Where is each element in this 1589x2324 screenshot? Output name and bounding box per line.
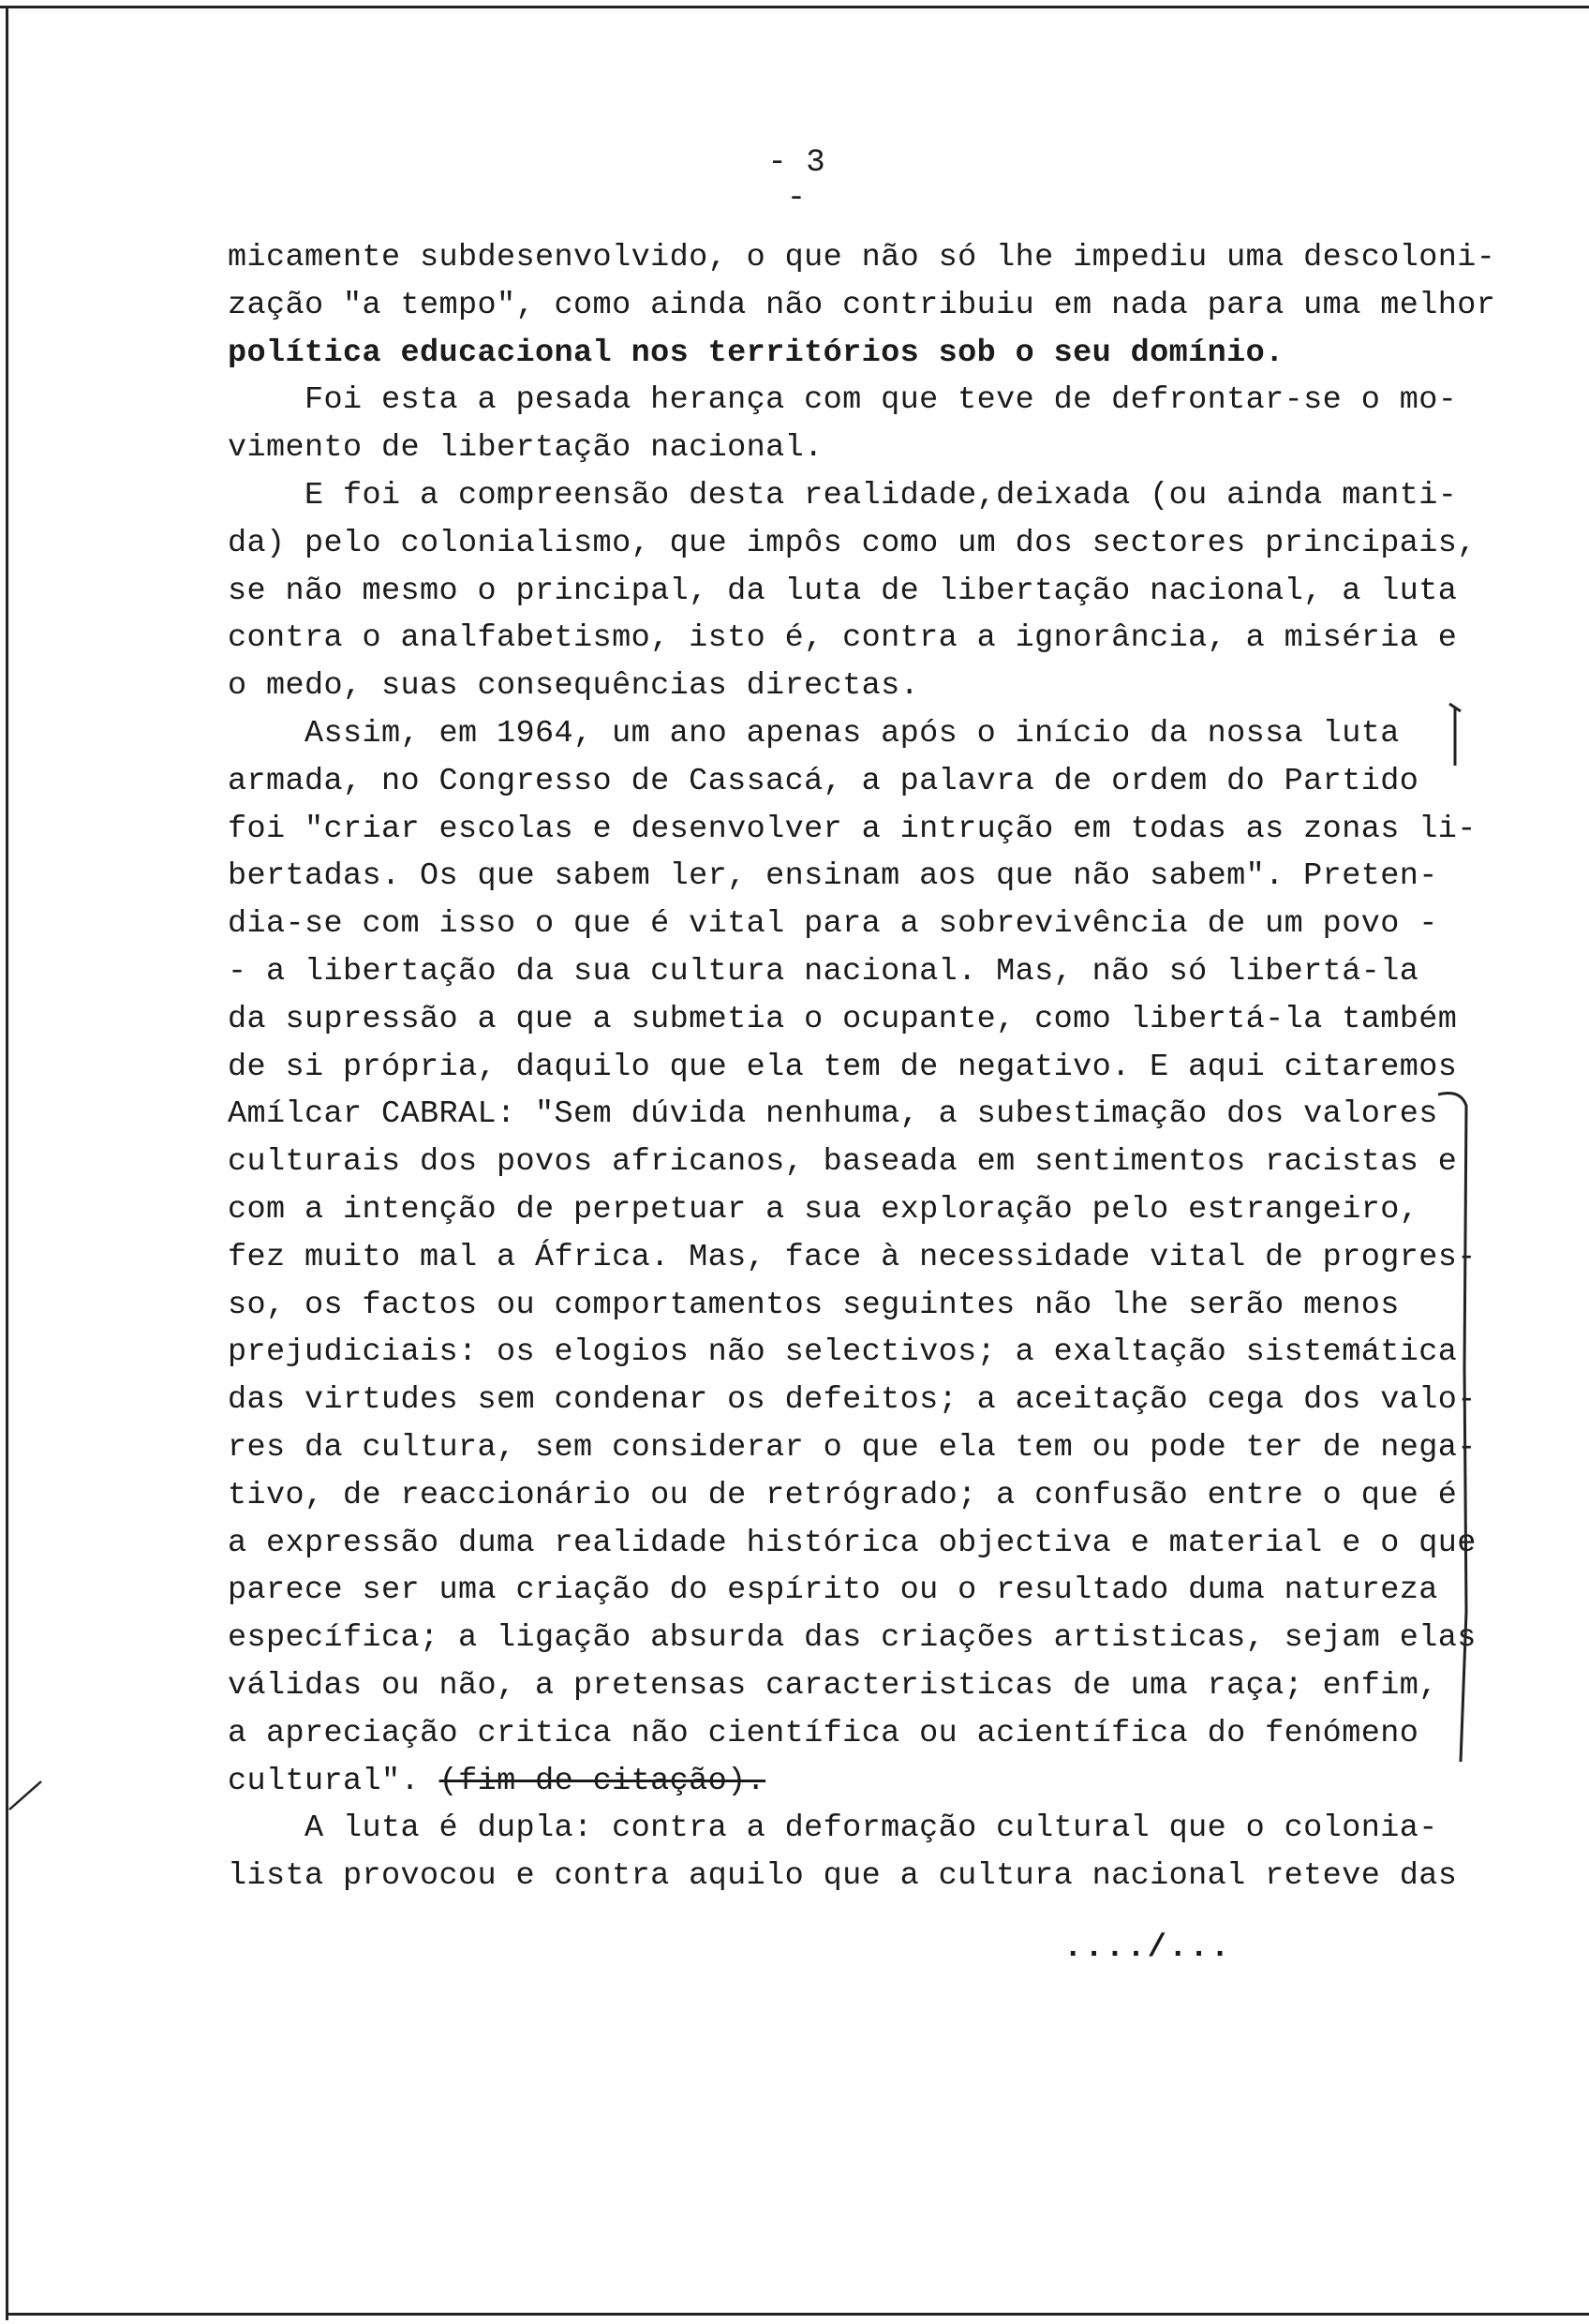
text-line: vimento de libertação nacional. [228,430,824,467]
text-line: se não mesmo o principal, da luta de libertação nacional, a luta [228,573,1458,609]
text-line: zação "a tempo", como ainda não contribuiu em nada para uma melhor [228,287,1496,323]
text-line: armada, no Congresso de Cassacá, a palavra de ordem do Partido [228,763,1419,799]
text-line: A luta é dupla: contra a deformação cultural que o colonia- [228,1810,1438,1847]
text-line: Amílcar CABRAL: "Sem dúvida nenhuma, a subestimação dos valores [228,1096,1438,1133]
text-line: dia-se com isso o que é vital para a sobrevivência de um povo - [228,906,1438,943]
text-line: lista provocou e contra aquilo que a cultura nacional reteve das [228,1858,1458,1895]
text-line: contra o analfabetismo, isto é, contra a ignorância, a miséria e [228,620,1458,657]
scan-edge-left [6,6,8,2320]
text-line: a apreciação critica não científica ou acientífica do fenómeno [228,1715,1419,1751]
text-line: res da cultura, sem considerar o que ela tem ou pode ter de nega- [228,1429,1477,1466]
text-line: - a libertação da sua cultura nacional. Mas, não só libertá-la [228,953,1419,990]
text-line: com a intenção de perpetuar a sua exploração pelo estrangeiro, [228,1191,1419,1228]
text-line: da) pelo colonialismo, que impôs como um dos sectores principais, [228,525,1477,561]
text-line: prejudiciais: os elogios não selectivos; a exaltação sistemática [228,1334,1458,1371]
text-line: a expressão duma realidade histórica objectiva e material e o que [228,1525,1477,1561]
handwritten-bracket-icon [1438,1087,1476,1771]
body-text [228,234,1496,1900]
page-number: - 3 - [767,145,825,216]
text-line: E foi a compreensão desta realidade,deixada (ou ainda manti- [228,477,1458,514]
text-line: culturais dos povos africanos, baseada em sentimentos racistas e [228,1144,1458,1181]
text-line: Assim, em 1964, um ano apenas após o início da nossa luta [228,715,1400,752]
text-line: bertadas. Os que sabem ler, ensinam aos que não sabem". Preten- [228,858,1438,895]
text-line: so, os factos ou comportamentos seguintes não lhe serão menos [228,1287,1400,1323]
continuation-marker: ..../... [1063,1930,1232,1966]
text-line: da supressão a que a submetia o ocupante, como libertá-la também [228,1001,1458,1037]
text-line: foi "criar escolas e desenvolver a intrução em todas as zonas li- [228,811,1477,847]
text-line: fez muito mal a África. Mas, face à necessidade vital de progres- [228,1239,1477,1275]
text-line: parece ser uma criação do espírito ou o resultado duma natureza [228,1572,1438,1609]
text-line: de si própria, daquilo que ela tem de negativo. E aqui citaremos [228,1049,1458,1085]
text-line: tivo, de reaccionário ou de retrógrado; a confusão entre o que é [228,1477,1458,1513]
struck-text: (fim de citação). [438,1763,766,1799]
handwritten-tick-icon [7,1776,45,1813]
text-line: válidas ou não, a pretensas caracteristicas de uma raça; enfim, [228,1667,1438,1704]
text-line: o medo, suas consequências directas. [228,668,920,705]
scan-edge-top [0,6,1589,8]
text-line: micamente subdesenvolvido, o que não só lhe impediu uma descoloni- [228,240,1496,276]
text-line: das virtudes sem condenar os defeitos; a aceitação cega dos valo- [228,1382,1477,1419]
handwritten-mark-icon [1446,698,1464,773]
text-line: específica; a ligação absurda das criações artisticas, sejam elas [228,1620,1477,1657]
scan-edge-bottom [6,2313,1589,2316]
text-line: política educacional nos territórios sob o seu domínio. [228,335,1285,371]
quote-end: cultural". [228,1763,421,1799]
text-line [228,1758,1464,1806]
text-line: Foi esta a pesada herança com que teve de defrontar-se o mo- [228,382,1458,419]
